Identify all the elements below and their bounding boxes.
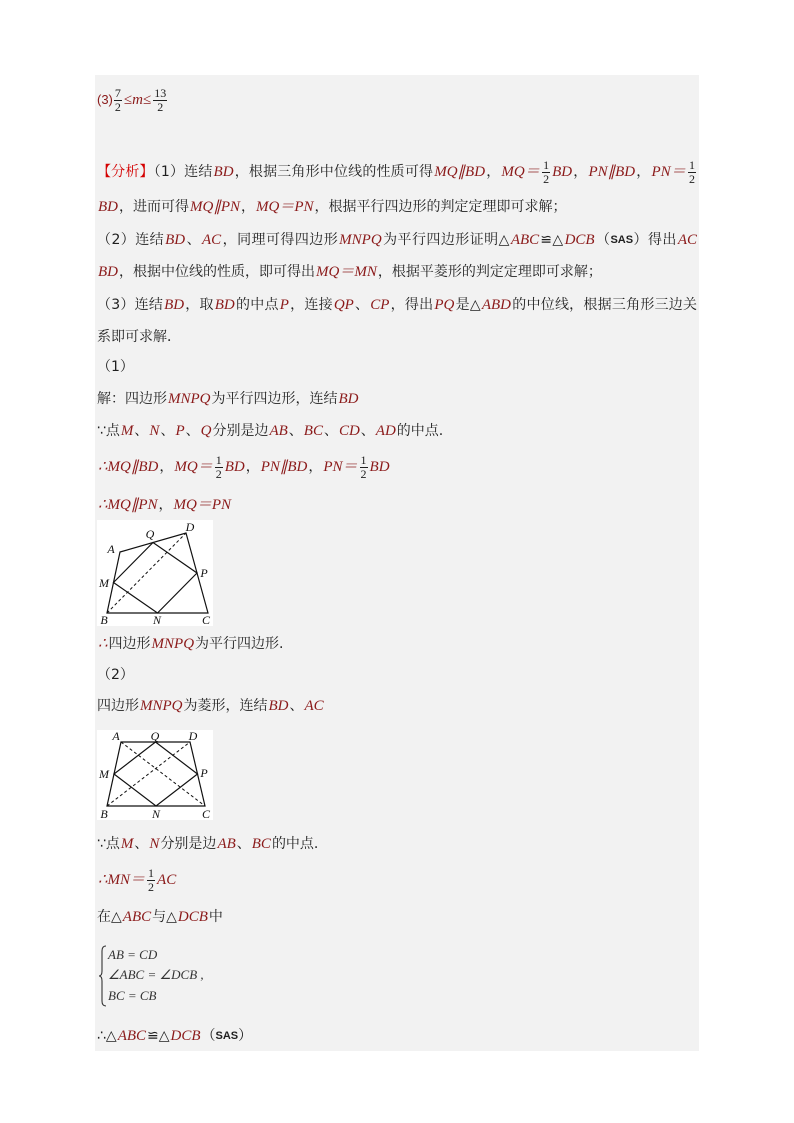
label-p: P [200,566,208,580]
fraction [542,159,550,186]
label-d: D [185,520,195,534]
math-text: BD [214,297,235,313]
fraction-denominator: 2 [543,171,550,186]
math-text: MNPQ [140,698,183,714]
math-text: CD [338,423,360,439]
text-span: ， [636,164,651,180]
text-span: ，连接 [289,297,333,313]
text-line [97,223,697,257]
text-span: 解：四边形 [97,391,167,407]
text-span: 的中点. [396,423,444,439]
math-text: BD [268,698,289,714]
equation-line-3: BC = CB [108,988,157,1003]
text-span: 的中点 [235,297,279,313]
text-span: ，根据中位线的性质，即可得出 [119,264,315,280]
text-span: 为平行四边形，连结 [211,391,338,407]
math-text: BD [224,459,245,475]
text-line [97,255,697,289]
fraction [360,454,368,481]
math-text: PN∥BD [588,164,636,180]
math-text: AD [375,423,396,439]
math-text: P [279,297,289,313]
text-line [97,382,697,416]
left-brace [98,945,108,1007]
text-span: ，根据平行四边形的判定定理即可求解； [314,199,567,215]
text-span: 、 [134,836,149,852]
text-span: 四边形 [97,698,139,714]
text-span: （1）连结 [153,164,213,180]
text-line [97,288,697,322]
math-text: MNPQ [151,636,195,652]
fraction [147,867,155,894]
label-c: C [201,807,211,820]
text-line [97,827,697,861]
text-span: 、 [160,423,175,439]
text-span: ）得出 [633,232,677,248]
math-text: M [120,423,134,439]
text-span: ，根据三角形中位线的性质可得 [234,164,434,180]
text-span: ≌△ [147,1028,170,1044]
math-text: QP [333,297,354,313]
text-line [97,900,697,934]
text-span: 是△ [455,297,481,313]
text-span: （ [201,1028,216,1044]
text-line [97,488,697,522]
figure-rhombus-midpoints [97,730,213,820]
text-line [97,155,697,189]
text-span: 为平行四边形证明△ [382,232,510,248]
math-text: MNPQ [339,232,382,248]
label-d: D [188,730,198,743]
math-text: ≤m≤ [123,92,152,108]
sas-label: SAS [610,234,634,246]
math-text: BD [98,199,118,215]
math-text: MQ＝PN [173,497,232,513]
text-span: 在△ [97,909,122,925]
math-text: MQ＝MN [316,264,377,280]
text-line [97,190,697,224]
math-text: PN∥BD [260,459,308,475]
text-span: 、 [360,423,375,439]
fraction-denominator: 2 [157,99,164,114]
text-line [97,627,697,661]
math-text: AC [677,232,697,248]
text-line [97,414,697,448]
text-span: 分别是边 [212,423,269,439]
text-span: （2） [97,667,134,683]
figure-background [97,520,213,626]
math-text: Q [200,423,212,439]
fraction [153,87,167,114]
label-m: M [99,576,109,590]
math-text: MNPQ [168,391,211,407]
text-span: 、 [354,297,370,313]
question-label: (3) [97,92,113,107]
fraction-numerator: 1 [360,452,367,467]
math-text: PN＝ [651,164,687,180]
text-span: ∵点 [97,836,120,852]
text-span: 、 [289,698,304,714]
text-span: ，得出 [390,297,434,313]
math-text: BD [338,391,359,407]
fraction-denominator: 2 [114,99,121,114]
text-line [97,320,697,354]
math-text: AB [217,836,236,852]
text-span: 中 [208,909,223,925]
math-text: ∴MQ∥BD [98,459,159,475]
text-span: （3）连结 [97,297,164,313]
text-span: 分别是边 [160,836,217,852]
fraction-numerator: 13 [154,85,167,100]
label-p: P [200,766,208,780]
text-line [97,689,697,723]
text-span: 系即可求解． [97,329,181,345]
math-text: ABC [117,1028,147,1044]
math-text: ∴MN＝ [98,872,146,888]
text-span: ， [486,164,501,180]
math-text: BD [165,232,186,248]
fraction-denominator: 2 [148,879,155,894]
label-b: B [100,613,108,626]
text-span: 四边形 [108,636,151,652]
fraction [688,159,696,186]
text-span: ， [159,459,174,475]
equation-line-1: AB = CD [108,947,158,962]
text-span: 为平行四边形. [195,636,284,652]
math-text: AB [269,423,288,439]
text-span: 、 [323,423,338,439]
fraction [215,454,223,481]
math-text: N [149,423,160,439]
math-text: BD [213,164,234,180]
analysis-tag: 【分析】 [97,164,154,180]
text-span: ∴△ [97,1028,117,1044]
text-span: 与△ [152,909,177,925]
math-text: MQ∥PN [190,199,240,215]
math-text: CP [370,297,390,313]
math-text: PN＝ [323,459,358,475]
fraction-denominator: 2 [215,466,222,481]
math-text: BC [303,423,323,439]
fraction-numerator: 7 [114,85,121,100]
text-span: ，根据平菱形的判定定理即可求解； [377,264,602,280]
text-span: ， [573,164,588,180]
label-c: C [201,613,211,626]
text-span: （1） [97,359,134,375]
label-n: N [152,613,162,626]
text-span: ， [308,459,323,475]
math-text: MQ∥BD [434,164,486,180]
text-span: （ [595,232,611,248]
math-text: ∴MQ∥PN [98,497,158,513]
text-span: ∵点 [97,423,120,439]
text-span: 的中位线，根据三角形三边关 [512,297,697,313]
text-span: 、 [186,232,202,248]
sas-label: SAS [215,1030,239,1042]
math-text: BD [369,459,390,475]
text-line [97,450,697,484]
text-span: 、 [134,423,149,439]
text-span: ，同理可得四边形 [222,232,339,248]
math-text: BD [164,297,185,313]
fraction-denominator: 2 [360,466,367,481]
label-n: N [151,807,161,820]
math-text: P [175,423,185,439]
math-text: ABC [122,909,152,925]
math-text: DCB [564,232,595,248]
label-q: Q [150,730,160,743]
fraction-denominator: 2 [689,171,696,186]
text-span: ， [245,459,260,475]
text-span: ，取 [185,297,214,313]
fraction [114,87,122,114]
math-text: DCB [170,1028,201,1044]
text-span: 的中点. [271,836,319,852]
math-text: ∴ [98,636,108,652]
text-span: （2）连结 [97,232,165,248]
text-span: ） [238,1028,253,1044]
math-text: BD [98,264,118,280]
fraction-numerator: 1 [215,452,222,467]
label-a: A [112,730,120,743]
math-text: BD [552,164,573,180]
label-q: Q [145,527,155,541]
math-text: MQ＝ [501,164,541,180]
math-text: MQ＝PN [256,199,314,215]
math-text: PQ [434,297,455,313]
text-span: ≌△ [540,232,564,248]
text-span: 、 [236,836,251,852]
label-a: A [107,542,115,556]
text-line [97,658,697,692]
text-span: ，进而可得 [119,199,189,215]
math-text: DCB [177,909,208,925]
fraction-numerator: 1 [148,865,155,880]
math-text: ABC [510,232,540,248]
text-span: 、 [288,423,303,439]
equation-line-2: ∠ABC = ∠DCB , [108,967,204,982]
text-span: 为菱形，连结 [183,698,268,714]
label-b: B [100,807,108,820]
text-span: ， [241,199,255,215]
fraction-numerator: 1 [689,157,696,172]
text-span: ， [158,497,173,513]
text-line [97,350,697,384]
label-m: M [99,767,109,781]
math-text: N [149,836,160,852]
text-span: 、 [185,423,200,439]
math-text: AC [157,872,177,888]
math-text: AC [202,232,222,248]
text-line [97,863,697,897]
math-text: MQ＝ [174,459,213,475]
text-line [97,1019,697,1053]
figure-parallelogram-midpoints [97,520,213,626]
math-text: M [120,836,134,852]
math-text: AC [304,698,324,714]
text-line [97,83,697,117]
math-text: ABD [481,297,512,313]
math-text: BC [251,836,271,852]
fraction-numerator: 1 [543,157,550,172]
